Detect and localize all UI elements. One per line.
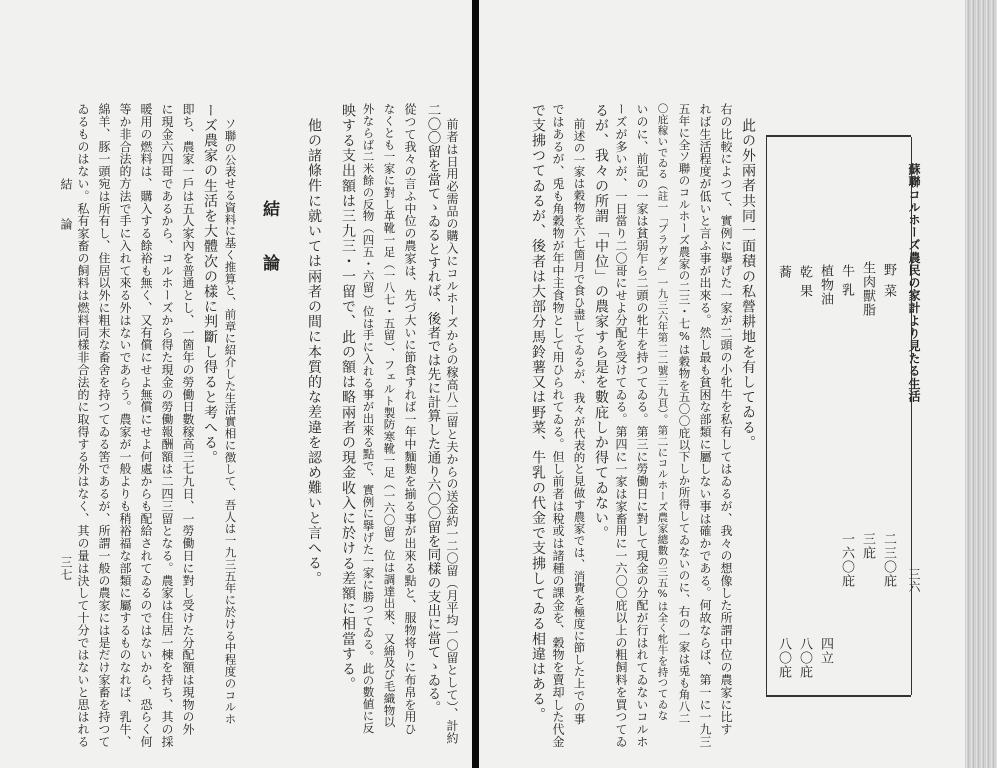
body-text-line: に現金六四哥であるから、コルホーズから得た現金の勞働報酬額は二四三留となる。農家は住居一棟を持ち、其の採 — [160, 103, 174, 748]
body-text-line: 二〇〇留を當てゝゐるとすれば、後者では先に計算した通り六〇〇留を同樣の支出に當てゝゐる。 — [424, 103, 441, 715]
body-text-line: 前者は日用必需品の購入にコルホーズからの稼高八二留と夫からの送金約一二〇留（月平均一〇留として）、計約 — [445, 118, 459, 745]
running-header: 蘇聯コルホーズ農民の家計より見たる生活 — [907, 163, 921, 403]
body-text-line: で支拂つてゐるが、後者は大部分馬鈴薯又は野菜、牛乳の代金で支拂してゐる相違はある。 — [530, 103, 546, 723]
table-row-item: 生肉獸脂 — [860, 261, 875, 317]
right-page — [479, 0, 965, 768]
body-text-line: るが、我々の所謂「中位」の農家すら是を數庇しか得てゐない。 — [593, 103, 609, 541]
running-footer: 結 論 — [59, 178, 73, 238]
table-row-item: 乾果 — [797, 265, 812, 303]
table-row-item: 植物油 — [818, 264, 833, 306]
table-row-value: 八〇庇 — [797, 637, 812, 679]
body-text-line: 綿羊、豚一頭宛は所有し、住居以外に粗末な畜舍を持つてゐる筈であるが、所謂一般の農家には是だけ家畜を持つて — [97, 103, 111, 748]
body-text-line: ーズが多いが、一日當り二〇哥にせよ分配を受けてゐる。第四に一家は家畜用に一六〇〇庇以上の粗飼料を買つてゐ — [614, 103, 628, 748]
book-page-edges — [965, 0, 997, 768]
table-row-value: 三庇 — [860, 532, 875, 560]
table-row-item: 牛乳 — [839, 264, 854, 302]
body-text-line: 五年に全ソ聯のコルホーズ農家の二三・七%は穀物を五〇〇庇以下しか所得してゐないのに、右の一家は兎も角八二 — [677, 103, 692, 725]
body-text-line: 等か非合法的方法で手に入れて來る外はないであらう。農家が一般よりも稍裕福な部類に屬するものなれば、乳牛、 — [118, 103, 132, 748]
body-text-line: 映する支出額は三九三・一留で、此の額は略兩者の現金收入に於ける差額に相當する。 — [340, 103, 356, 692]
body-text-line: ソ聯の公表せる資料に基く推算と、前章に紹介した生活實相に徴して、吾人は一九三五年に於ける中程度のコルホ — [223, 118, 238, 725]
table-row-item: 野菜 — [881, 263, 896, 305]
table-row-item: 蕎 — [776, 265, 791, 279]
page-number: 三七 — [59, 556, 73, 582]
left-page — [0, 0, 472, 768]
body-text-line: れば生活程度が低いと言ふ事が出來る。然し最も貧困な部類に屬しない事は確かである。何故ならば、第一に一九三 — [698, 103, 712, 748]
budget-table — [766, 135, 911, 697]
body-text-line: 〇庇稼いでゐる（註一「プラヴダ」一九三六年第二二號三九頁）。第二にコルホーズ農家總數の三五%は全く牝牛を持つてゐな — [656, 103, 669, 721]
table-row-value: 八〇庇 — [776, 637, 791, 679]
table-row-value: 二三〇庇 — [881, 532, 896, 588]
body-text-line: 外ならば二米餘の反物（四五・六留）位は手に入れる事が出來る點で、實例に擧げた一家に勝つてゐる。此の數値に反 — [361, 103, 376, 734]
body-text-line: いのに、前記の一家は貧弱乍ら二頭の牝牛を持つてゐる。第三に勞働日に對して現金の分配が行はれてゐないコルホ — [635, 103, 649, 748]
body-text-line: ではあるが、兎も角穀物が年中主食物として用ひられてゐる。但し前者は稅或は諸種の課金を、穀物を賣却した代金 — [551, 103, 565, 748]
body-text-line: 他の諸條件に就いては兩者の間に本質的な差違を認め難いと言へる。 — [306, 118, 322, 587]
body-text-line: 右の比較によつて、實例に擧げた一家が二頭の小牝牛を私有してはゐるが、我々の想像した所謂中位の農家に比す — [719, 103, 733, 736]
body-text-line: 暖用の燃料は、購入する餘裕も無く、又有償にせよ無償にせよ何處からも配給されてゐるのではないから、恐らく何 — [139, 103, 153, 748]
section-heading: 結 論 — [259, 200, 279, 281]
body-text-line: ゐるものはない。私有家畜の飼料は燃料同樣非合法的に取得する外はなく、其の量は決して十分ではないと思はれる — [76, 103, 90, 748]
page-number: 三六 — [907, 568, 921, 594]
body-text-line: ーズ農家の生活を大體次の樣に判斷し得ると考へる。 — [202, 103, 218, 466]
body-text-line: 從つて我々の言ふ中位の農家は、先づ大いに節食すれば一年中麵麭を揃る事が出來る點と、服物将りに布帛を用ひ — [403, 103, 417, 736]
body-text-line: なくとも一家に對し革靴一足（一八七・五留）、フェルト製防寒靴一足（一六〇留）位は調達出來、又綿及び毛織物以 — [382, 103, 397, 728]
body-text-line: 前述の一家は穀物を六七箇月で食ひ盡してゐるが、我々が代表的と見做す農家では、消費を極度に節した上での事 — [572, 118, 587, 725]
body-text-line: 此の外兩者共同一面積の私營耕地を有してゐる。 — [740, 118, 756, 451]
table-row-value: 一六〇庇 — [839, 532, 854, 588]
table-row-value: 四立 — [818, 637, 833, 665]
body-text-line: 即ち、農家一戶は五人家內を普通とし、一箇年の勞働日數稼高三七九日、一勞働日に對し受けた分配額は現物の外 — [181, 103, 195, 736]
